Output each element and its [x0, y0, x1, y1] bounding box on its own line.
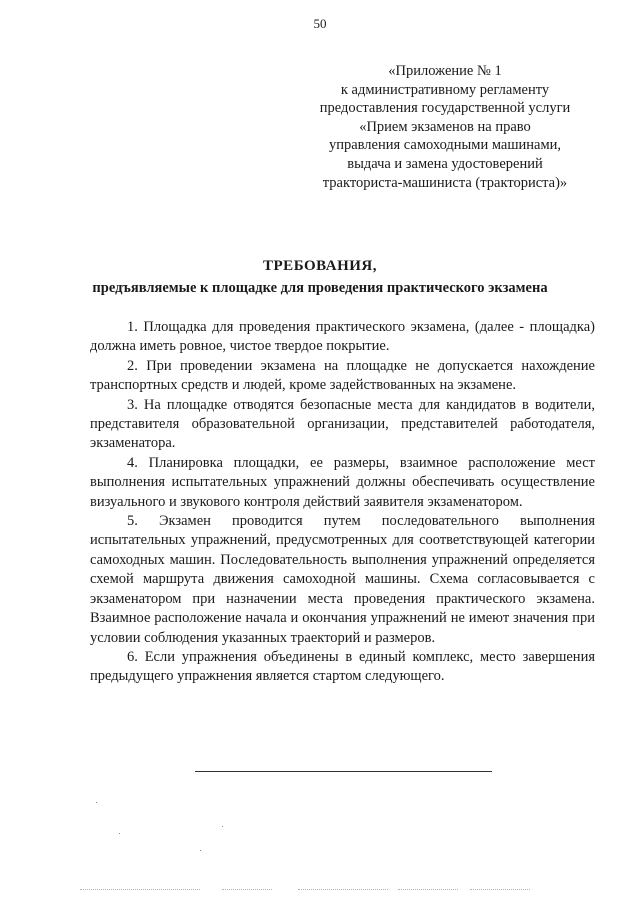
scan-artifact [298, 889, 388, 890]
paragraph-5: 5. Экзамен проводится путем последовательного выполнения испытательных упражнений, предусмотренных для соответствующей категории самоходных машин. Последовательность выполнения упражнений определяется схемой маршрута движения самоходной машины. Схема согласовывается с экзаменатором при назначении места проведения практического экзамена. Взаимное расположение начала и окончания упражнений не имеют значения при условии соблюдения указанных траекторий и размеров. [90, 513, 595, 646]
appendix-line: тракториста-машиниста (тракториста)» [322, 174, 568, 191]
document-title: ТРЕБОВАНИЯ, [263, 258, 377, 274]
scan-speck [222, 826, 223, 827]
appendix-line: выдача и замена удостоверений [347, 155, 543, 172]
scan-speck [200, 850, 201, 851]
scan-speck [96, 802, 97, 803]
appendix-line: к административному регламенту [340, 81, 550, 98]
appendix-line: предоставления государственной услуги [319, 100, 571, 117]
closing-rule [195, 771, 492, 772]
paragraph-4: 4. Планировка площадки, ее размеры, взаимное расположение мест выполнения испытательных упражнений должны обеспечивать осуществление визуального и звукового контроля действий заявителя экзаменатором. [90, 454, 595, 510]
appendix-line: «Приложение № 1 [388, 63, 502, 79]
appendix-line: «Прием экзаменов на право [359, 118, 531, 135]
scan-speck [119, 833, 120, 834]
scan-artifact [80, 889, 200, 890]
paragraph-2: 2. При проведении экзамена на площадке не допускается нахождение транспортных средств и людей, кроме задействованных на экзамене. [90, 357, 595, 394]
document-subtitle: предъявляемые к площадке для проведения практического экзамена [92, 280, 548, 296]
scan-artifact [470, 889, 530, 890]
paragraph-1: 1. Площадка для проведения практического экзамена, (далее - площадка) должна иметь ровное, чистое твердое покрытие. [90, 319, 595, 355]
document-body [90, 318, 595, 687]
scan-artifact [222, 889, 272, 890]
paragraph-6: 6. Если упражнения объединены в единый комплекс, место завершения предыдущего упражнения является стартом следующего. [90, 648, 595, 685]
scan-artifact [398, 889, 458, 890]
page-number: 50 [313, 16, 327, 31]
appendix-line: управления самоходными машинами, [328, 137, 562, 154]
paragraph-3: 3. На площадке отводятся безопасные места для кандидатов в водители, представителя образовательной организации, представителей работодателя, экзаменатора. [90, 396, 595, 452]
appendix-reference [300, 62, 590, 192]
